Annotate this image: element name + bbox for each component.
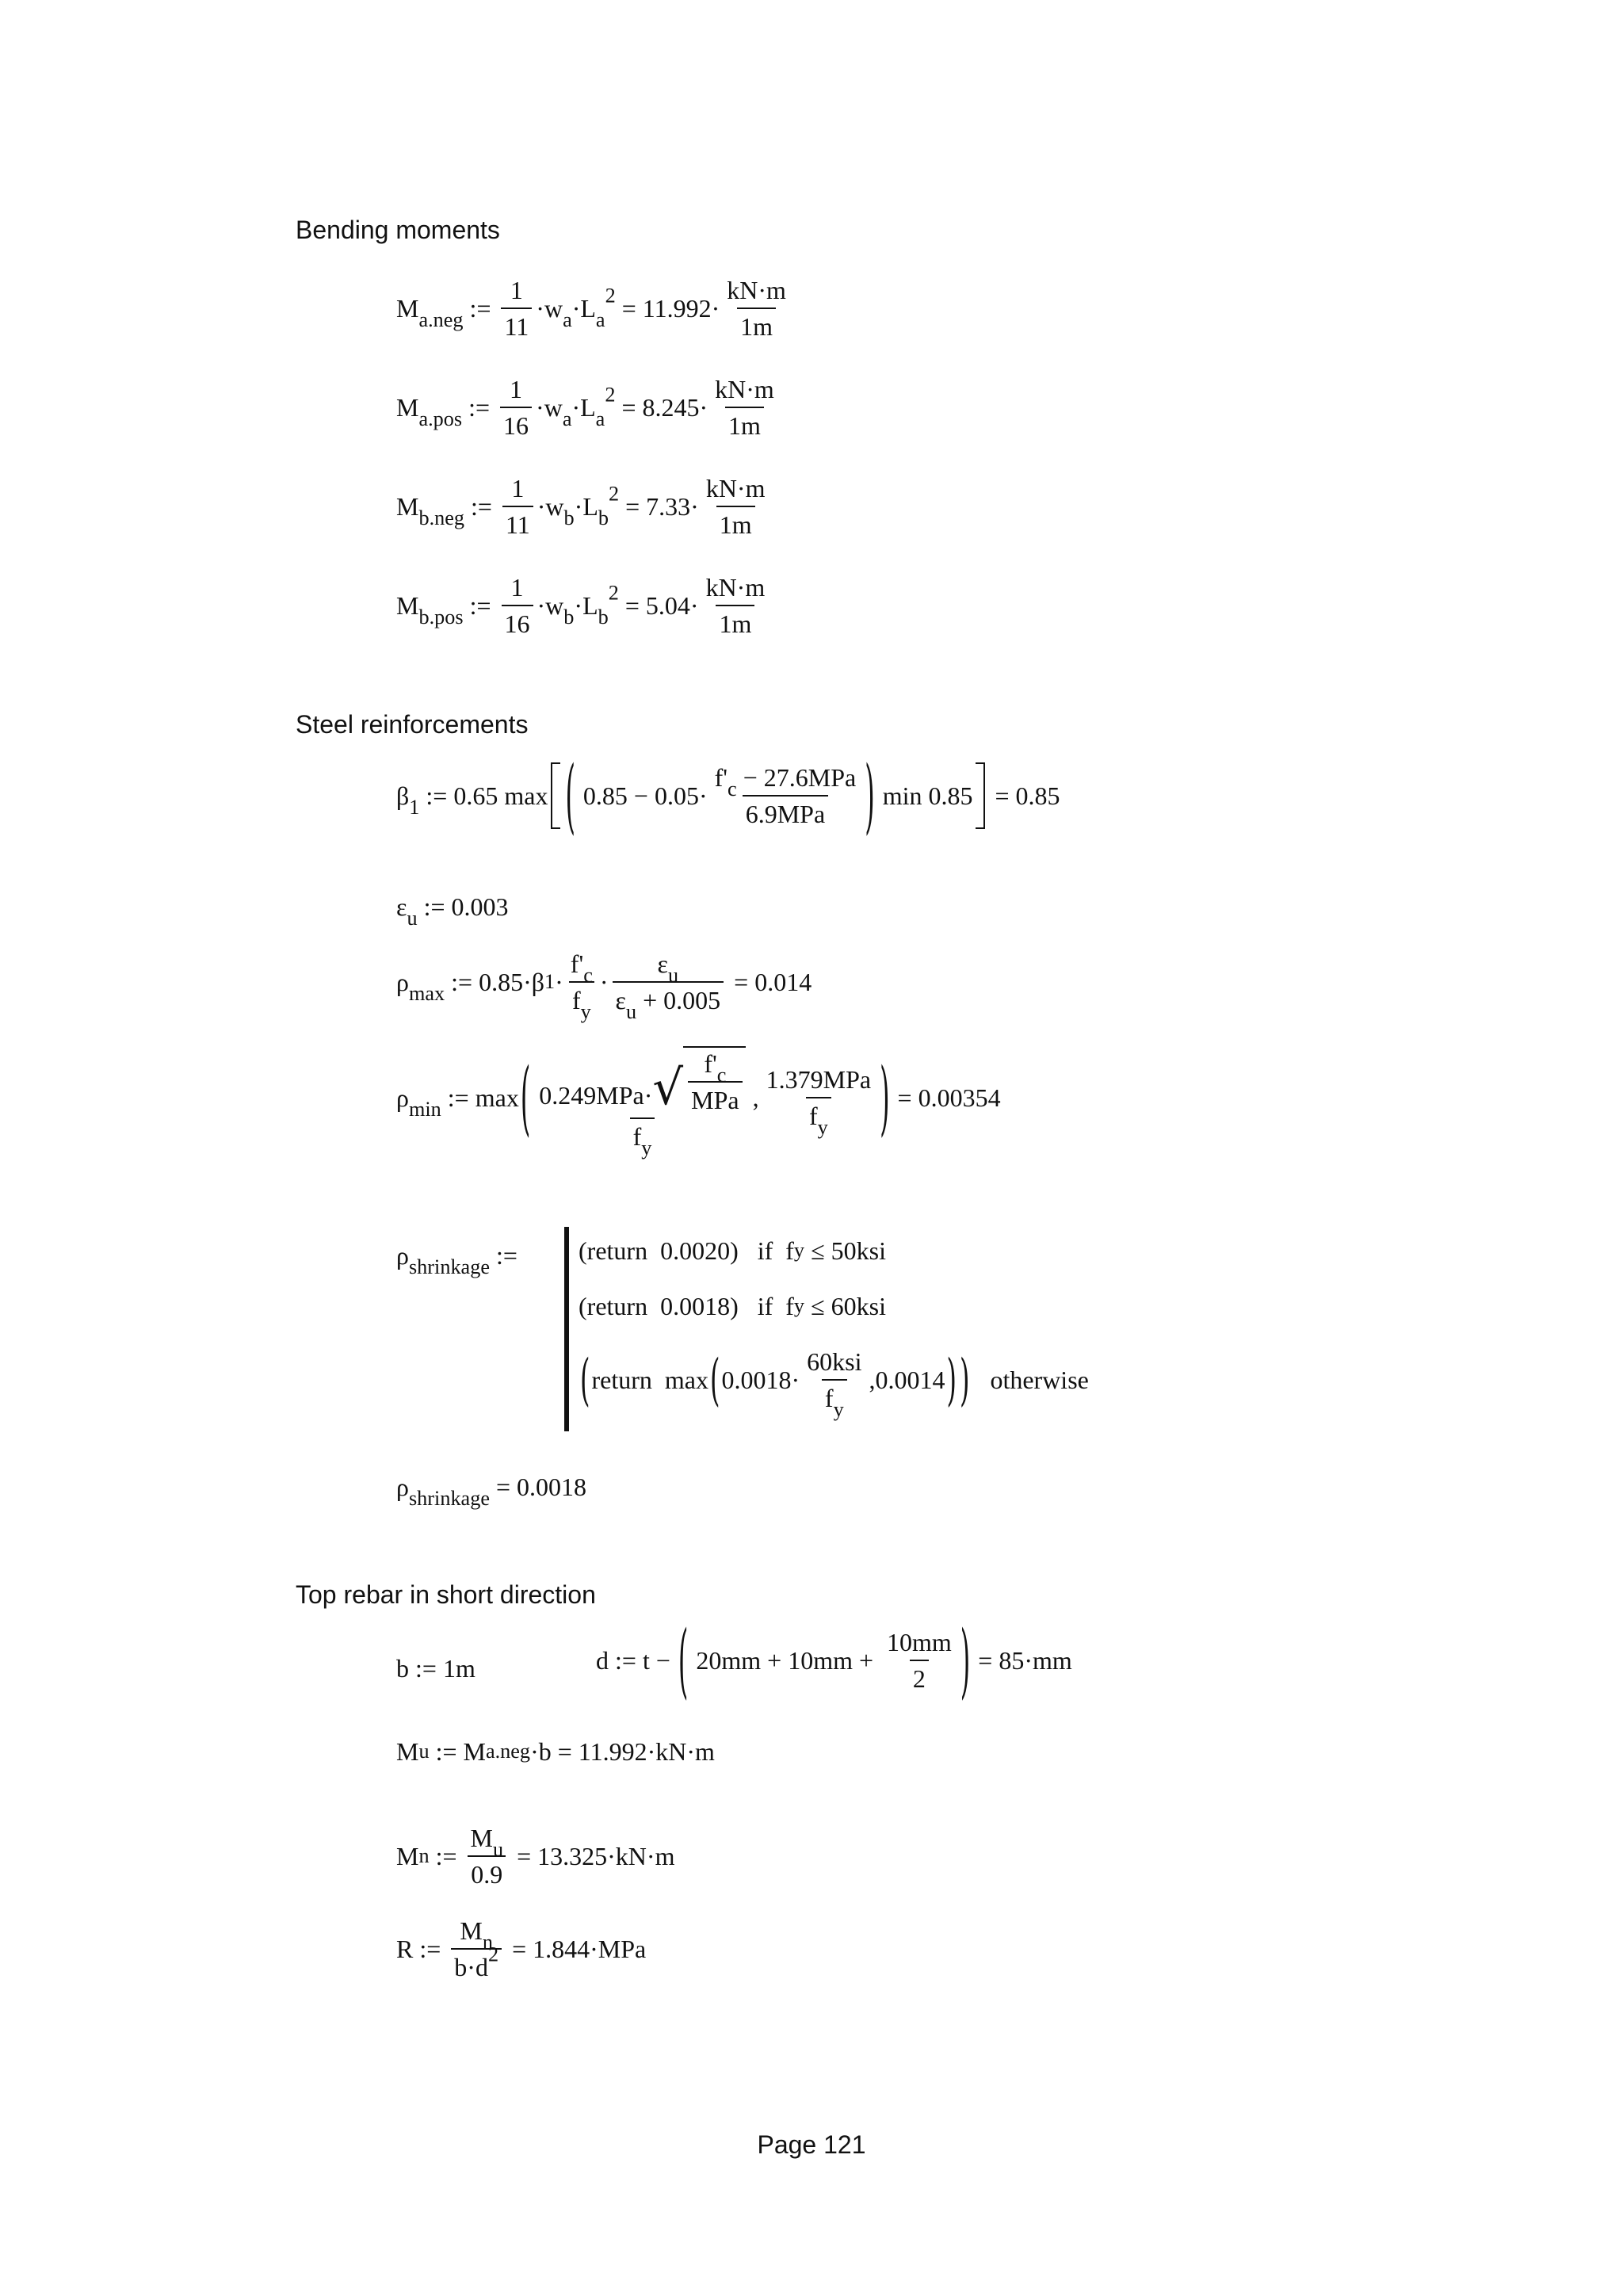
eq-b: b := 1m [396, 1654, 475, 1683]
eq-beta1: $\beta_1$ := 0.65 max ( 0.85 − 0.05· $\frac{f'_c - 27.6MPa}{\text{6.9MPa}}$ ) min 0.85 = 0.85 [396, 747, 1060, 844]
eq-mn: M n := $\frac{M_u}{0.9}$ = 13.325 ·kN·m [396, 1824, 675, 1889]
eq-rho-max: $\rho_{max}$ := 0.85·β 1 · $\frac{f'_c}{f_y}$ · $\frac{\varepsilon_u}{\varepsilon_u + 0.005}$ = 0.014 [396, 949, 812, 1023]
eq-m-a-pos: $M_{a.pos}$ := $\frac{1}{16}$ $\cdot w_a\cdot L_a^2$ = 8.245 · $\frac{kN\cdot m}{1m}$ [396, 375, 774, 440]
eq-rho-shrinkage-result: $\rho_{shrinkage}$ = 0.0018 [396, 1473, 587, 1510]
eq-shrink-line-3: ( return max ( 0.0018 · $\frac{\text{60ksi}}{f_y}$ , 0.0014 ) ) otherwise [580, 1347, 1089, 1421]
eq-mu: M u := M a.neg ·b = 11.992 ·kN·m [396, 1737, 715, 1766]
heading-top-rebar: Top rebar in short direction [296, 1580, 596, 1609]
program-bar [564, 1227, 569, 1431]
heading-bending-moments: Bending moments [296, 216, 500, 244]
eq-m-b-neg: $M_{b.neg}$ := $\frac{1}{11}$ $\cdot w_b\cdot L_b^2$ = 7.33 · $\frac{kN\cdot m}{1m}$ [396, 474, 766, 539]
eq-d: d := t − ( 20mm + 10mm + $\frac{10mm}{2}$ ) = 85 ·mm [596, 1612, 1072, 1709]
heading-steel-reinforcements: Steel reinforcements [296, 710, 529, 739]
eq-rho-shrinkage-label: $\rho_{shrinkage}$ := [396, 1241, 517, 1278]
page-number: Page 121 [757, 2130, 866, 2159]
eq-eps-u: $\varepsilon_u$ := 0.003 [396, 892, 509, 930]
eq-shrink-line-2: (return 0.0018 ) if f y ≤ 60ksi [579, 1292, 886, 1320]
eq-rho-min: $\rho_{min}$ := max ( 0.249MPa· √ $\frac{f'_c}{\text{MPa}}$ $f_y$ , $\frac{\text{1.379MPa}}{f_y}$ ) = 0.00354 [396, 1046, 1001, 1149]
eq-m-b-pos: $M_{b.pos}$ := $\frac{1}{16}$ $\cdot w_b\cdot L_b^2$ = 5.04 · $\frac{kN\cdot m}{1m}$ [396, 573, 766, 638]
eq-r: R := $\frac{M_n}{b\cdot d^2}$ = 1.844 ·MPa [396, 1916, 647, 1981]
eq-shrink-line-1: (return 0.0020 ) if f y ≤ 50ksi [579, 1236, 886, 1265]
eq-m-a-neg: $M_{a.neg}$ := $\frac{1}{11}$ $\cdot w_a\cdot L_a^2$ = 11.992 · $\frac{kN\cdot m}{1m}$ [396, 276, 786, 341]
